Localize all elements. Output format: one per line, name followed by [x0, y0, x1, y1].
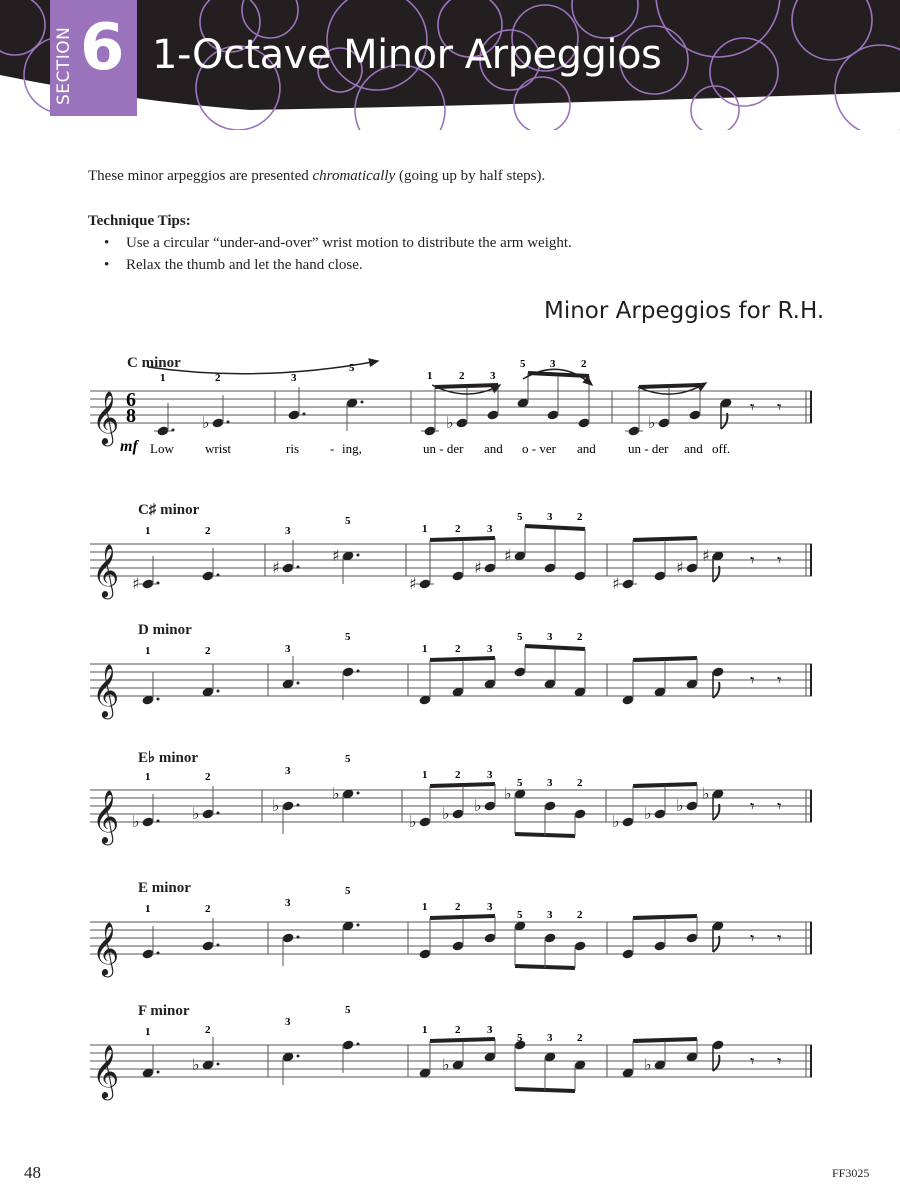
- svg-text:mf: mf: [120, 438, 138, 455]
- svg-text:♭: ♭: [192, 804, 200, 823]
- treble-clef-icon: 𝄞: [92, 663, 120, 717]
- svg-text:♯: ♯: [332, 546, 340, 565]
- svg-text:2: 2: [205, 525, 211, 537]
- eighth-rest-icon: 𝄾: [777, 398, 782, 418]
- svg-text:♭: ♭: [192, 1055, 200, 1074]
- svg-text:5: 5: [517, 1032, 523, 1044]
- svg-text:♭: ♭: [702, 784, 710, 803]
- svg-text:2: 2: [455, 769, 461, 781]
- svg-text:1: 1: [160, 372, 166, 384]
- svg-text:2: 2: [205, 903, 211, 915]
- svg-text:5: 5: [349, 362, 355, 374]
- svg-text:5: 5: [517, 777, 523, 789]
- lyric-word: Low: [150, 441, 174, 456]
- svg-text:3: 3: [487, 901, 493, 913]
- page-number: 48: [24, 1163, 41, 1182]
- eighth-rest-icon: 𝄾: [777, 671, 782, 691]
- lyric-word: wrist: [205, 441, 231, 456]
- svg-text:1: 1: [422, 1024, 428, 1036]
- svg-text:5: 5: [345, 753, 351, 765]
- svg-text:♭: ♭: [644, 1055, 652, 1074]
- svg-text:5: 5: [345, 515, 351, 527]
- svg-text:1: 1: [422, 523, 428, 535]
- svg-text:1: 1: [422, 769, 428, 781]
- eighth-rest-icon: 𝄾: [750, 398, 755, 418]
- svg-text:♭: ♭: [409, 812, 417, 831]
- staff: [0, 355, 900, 475]
- svg-text:2: 2: [455, 901, 461, 913]
- key-label: E minor: [138, 880, 191, 896]
- tips-heading: Technique Tips:: [88, 213, 191, 229]
- svg-text:5: 5: [517, 511, 523, 523]
- staff: [0, 880, 900, 1000]
- svg-text:2: 2: [455, 1024, 461, 1036]
- staff: [0, 1003, 900, 1123]
- svg-text:♭: ♭: [612, 812, 620, 831]
- lyric-word: ris: [286, 441, 299, 456]
- lyric-word: off.: [712, 441, 731, 456]
- svg-text:♯: ♯: [409, 574, 417, 593]
- svg-text:♭: ♭: [644, 804, 652, 823]
- svg-text:3: 3: [547, 777, 553, 789]
- lyric-word: un - der: [423, 441, 464, 456]
- svg-text:♯: ♯: [272, 558, 280, 577]
- svg-text:2: 2: [455, 643, 461, 655]
- svg-text:3: 3: [291, 372, 297, 384]
- svg-text:3: 3: [285, 525, 291, 537]
- svg-text:3: 3: [487, 1024, 493, 1036]
- svg-text:1: 1: [145, 903, 151, 915]
- svg-text:2: 2: [577, 1032, 583, 1044]
- svg-text:♭: ♭: [648, 413, 656, 432]
- svg-text:♭: ♭: [442, 1055, 450, 1074]
- page-title: 1-Octave Minor Arpeggios: [152, 32, 662, 78]
- tip-item: • Use a circular “under-and-over” wrist motion to distribute the arm weight.: [104, 234, 572, 256]
- svg-text:3: 3: [285, 643, 291, 655]
- svg-text:3: 3: [487, 769, 493, 781]
- product-code: FF3025: [832, 1166, 870, 1180]
- treble-clef-icon: 𝄞: [92, 543, 120, 597]
- svg-text:2: 2: [455, 523, 461, 535]
- tips-list: [104, 234, 572, 278]
- svg-text:3: 3: [490, 370, 496, 382]
- svg-text:2: 2: [205, 1024, 211, 1036]
- svg-text:5: 5: [345, 1004, 351, 1016]
- treble-clef-icon: 𝄞: [92, 390, 120, 444]
- svg-text:3: 3: [285, 765, 291, 777]
- key-label: F minor: [138, 1003, 190, 1019]
- key-label: C♯ minor: [138, 502, 200, 518]
- svg-text:2: 2: [577, 631, 583, 643]
- lyric-word: ing,: [342, 441, 362, 456]
- staff-system: [0, 1003, 900, 1123]
- treble-clef-icon: 𝄞: [92, 921, 120, 975]
- svg-text:2: 2: [577, 909, 583, 921]
- svg-text:♯: ♯: [504, 546, 512, 565]
- section-header-banner: [0, 0, 900, 130]
- svg-text:♭: ♭: [446, 413, 454, 432]
- svg-text:2: 2: [577, 511, 583, 523]
- svg-text:♯: ♯: [676, 558, 684, 577]
- svg-text:2: 2: [205, 645, 211, 657]
- svg-text:3: 3: [285, 897, 291, 909]
- key-label: E♭ minor: [138, 750, 198, 766]
- svg-text:♭: ♭: [202, 413, 210, 432]
- lyric-word: -: [330, 441, 335, 456]
- treble-clef-icon: 𝄞: [92, 1044, 120, 1098]
- svg-text:♭: ♭: [332, 784, 340, 803]
- staff: [0, 748, 900, 868]
- svg-text:♭: ♭: [272, 796, 280, 815]
- intro-paragraph: [88, 168, 545, 185]
- svg-text:5: 5: [517, 631, 523, 643]
- staff-system: [0, 502, 900, 622]
- lyric-word: o - ver: [522, 441, 556, 456]
- svg-text:♯: ♯: [132, 574, 140, 593]
- svg-text:♭: ♭: [474, 796, 482, 815]
- lyric-word: and: [577, 441, 596, 456]
- svg-text:1: 1: [427, 370, 433, 382]
- svg-text:6: 6: [126, 389, 136, 411]
- staff: [0, 502, 900, 622]
- eighth-rest-icon: 𝄾: [750, 797, 755, 817]
- lyric-word: and: [484, 441, 503, 456]
- svg-text:3: 3: [547, 631, 553, 643]
- exercise-subtitle: Minor Arpeggios for R.H.: [544, 298, 825, 324]
- svg-text:5: 5: [345, 631, 351, 643]
- staff-system: [0, 622, 900, 742]
- svg-text:♭: ♭: [132, 812, 140, 831]
- eighth-rest-icon: 𝄾: [750, 1052, 755, 1072]
- intro-text-end: (going up by half steps).: [395, 168, 546, 184]
- intro-emphasis: chromatically: [312, 168, 396, 184]
- svg-text:1: 1: [422, 901, 428, 913]
- svg-text:3: 3: [547, 1032, 553, 1044]
- svg-text:1: 1: [145, 645, 151, 657]
- svg-text:8: 8: [126, 405, 136, 427]
- svg-text:1: 1: [145, 525, 151, 537]
- svg-text:2: 2: [581, 358, 587, 370]
- svg-text:3: 3: [547, 511, 553, 523]
- svg-text:♯: ♯: [474, 558, 482, 577]
- svg-text:1: 1: [145, 1026, 151, 1038]
- svg-text:2: 2: [577, 777, 583, 789]
- lyric-word: and: [684, 441, 703, 456]
- staff-system: [0, 880, 900, 1000]
- staff-system: [0, 355, 900, 475]
- eighth-rest-icon: 𝄾: [750, 551, 755, 571]
- staff-system: [0, 748, 900, 868]
- svg-text:5: 5: [520, 358, 526, 370]
- svg-text:3: 3: [487, 643, 493, 655]
- eighth-rest-icon: 𝄾: [777, 551, 782, 571]
- svg-text:♯: ♯: [612, 574, 620, 593]
- lyric-word: un - der: [628, 441, 669, 456]
- svg-text:♭: ♭: [504, 784, 512, 803]
- key-label: C minor: [127, 355, 181, 371]
- section-number: 6: [80, 11, 125, 85]
- svg-text:3: 3: [285, 1016, 291, 1028]
- staff: [0, 622, 900, 742]
- svg-text:2: 2: [205, 771, 211, 783]
- eighth-rest-icon: 𝄾: [777, 1052, 782, 1072]
- svg-text:1: 1: [145, 771, 151, 783]
- svg-text:♭: ♭: [676, 796, 684, 815]
- intro-text: These minor arpeggios are presented: [88, 168, 313, 184]
- svg-text:♭: ♭: [442, 804, 450, 823]
- eighth-rest-icon: 𝄾: [777, 929, 782, 949]
- svg-text:5: 5: [345, 885, 351, 897]
- section-label: SECTION: [54, 26, 74, 105]
- svg-text:2: 2: [459, 370, 465, 382]
- eighth-rest-icon: 𝄾: [777, 797, 782, 817]
- svg-text:♯: ♯: [702, 546, 710, 565]
- svg-text:3: 3: [547, 909, 553, 921]
- eighth-rest-icon: 𝄾: [750, 671, 755, 691]
- svg-text:2: 2: [215, 372, 221, 384]
- svg-text:3: 3: [550, 358, 556, 370]
- tip-item: • Relax the thumb and let the hand close.: [104, 256, 572, 278]
- treble-clef-icon: 𝄞: [92, 789, 120, 843]
- key-label: D minor: [138, 622, 192, 638]
- svg-text:5: 5: [517, 909, 523, 921]
- svg-text:1: 1: [422, 643, 428, 655]
- svg-text:3: 3: [487, 523, 493, 535]
- eighth-rest-icon: 𝄾: [750, 929, 755, 949]
